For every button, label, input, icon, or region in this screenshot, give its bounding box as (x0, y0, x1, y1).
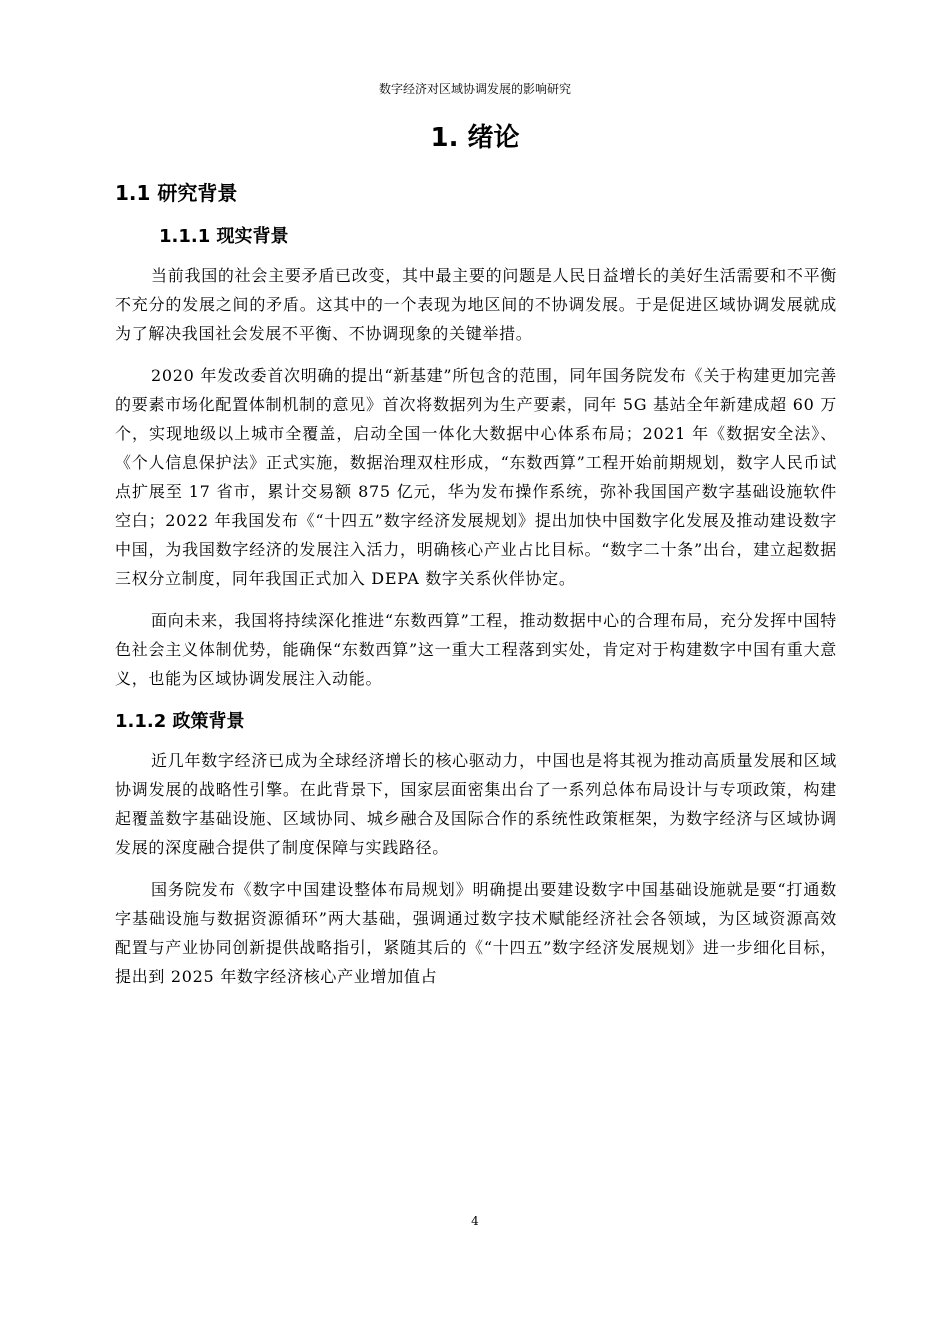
paragraph: 2020 年发改委首次明确的提出“新基建”所包含的范围，同年国务院发布《关于构建更加完善的要素市场化配置体制机制的意见》首次将数据列为生产要素，同年 5G 基站全年新建成超 60 万个，实现地级以上城市全覆盖，启动全国一体化大数据中心体系布局；2021 年《数据安全法》、《个人信息保护法》正式实施，数据治理双柱形成，“东数西算”工程开始前期规划，数字人民币试点扩展至 17 省市，累计交易额 875 亿元，华为发布操作系统，弥补我国国产数字基础设施软件空白；2022 年我国发布《“十四五”数字经济发展规划》提出加快中国数字化发展及推动建设数字中国，为我国数字经济的发展注入活力，明确核心产业占比目标。“数字二十条”出台，建立起数据三权分立制度，同年我国正式加入 DEPA 数字关系伙伴协定。 (115, 366, 837, 588)
section-heading-1-1: 1.1 研究背景 (115, 181, 238, 205)
section-heading-1-1-2: 1.1.2 政策背景 (115, 711, 245, 732)
paragraph: 面向未来，我国将持续深化推进“东数西算”工程，推动数据中心的合理布局，充分发挥中国特色社会主义体制优势，能确保“东数西算”这一重大工程落到实处，肯定对于构建数字中国有重大意义，也能为区域协调发展注入动能。 (115, 611, 837, 688)
running-header: 数字经济对区域协调发展的影响研究 (378, 82, 571, 96)
section-heading-1-1-1: 1.1.1 现实背景 (159, 226, 289, 247)
page-number: 4 (471, 1214, 479, 1228)
paragraph: 近几年数字经济已成为全球经济增长的核心驱动力，中国也是将其视为推动高质量发展和区域协调发展的战略性引擎。在此背景下，国家层面密集出台了一系列总体布局设计与专项政策，构建起覆盖数字基础设施、区域协同、城乡融合及国际合作的系统性政策框架，为数字经济与区域协调发展的深度融合提供了制度保障与实践路径。 (115, 751, 837, 857)
document-body (115, 175, 837, 1004)
paragraph: 国务院发布《数字中国建设整体布局规划》明确提出要建设数字中国基础设施就是要“打通数字基础设施与数据资源循环”两大基础，强调通过数字技术赋能经济社会各领域，为区域资源高效配置与产业协同创新提供战略指引，紧随其后的《“十四五”数字经济发展规划》进一步细化目标，提出到 2025 年数字经济核心产业增加值占 (115, 880, 837, 986)
paragraph: 当前我国的社会主要矛盾已改变，其中最主要的问题是人民日益增长的美好生活需要和不平衡不充分的发展之间的矛盾。这其中的一个表现为地区间的不协调发展。于是促进区域协调发展就成为了解决我国社会发展不平衡、不协调现象的关键举措。 (115, 266, 837, 343)
chapter-title: 1. 绪论 (430, 123, 520, 153)
